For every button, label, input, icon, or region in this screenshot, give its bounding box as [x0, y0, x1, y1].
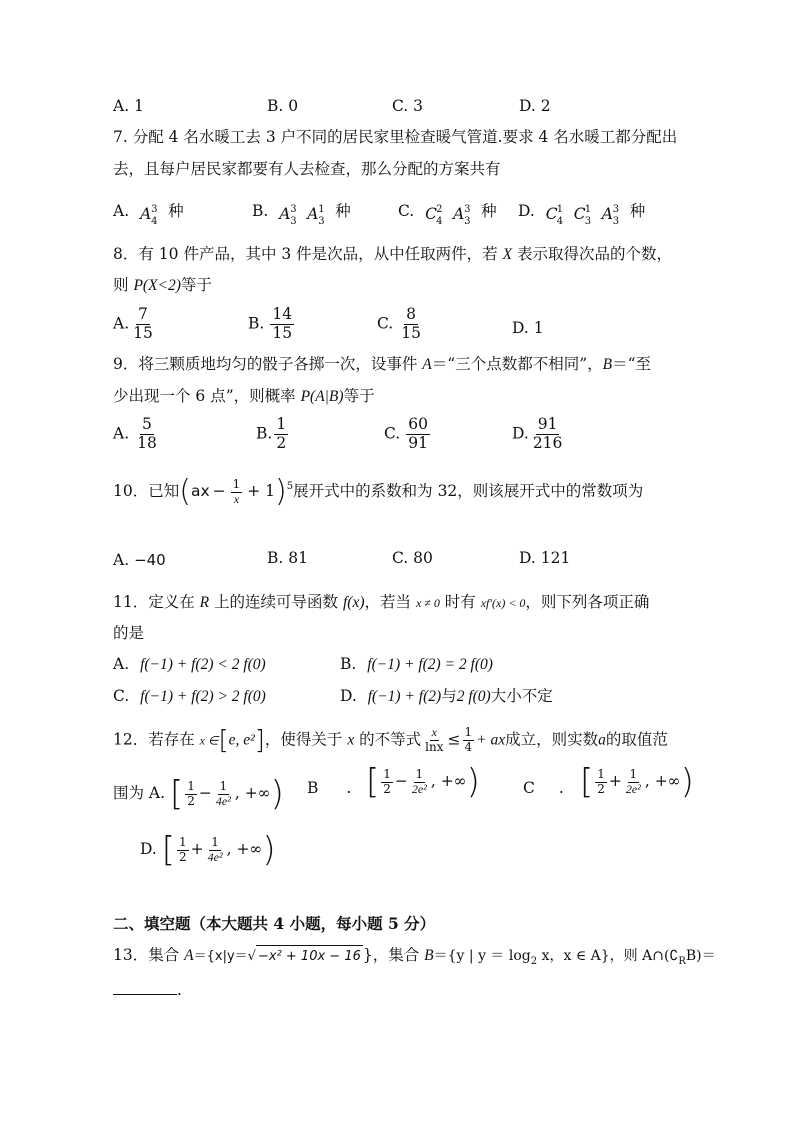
- option-unit: 种: [168, 202, 184, 220]
- q11-option-a: A. f(−1) + f(2) < 2 f(0): [113, 655, 266, 673]
- q10-option-a: A. −40: [113, 551, 166, 569]
- q8-text-line2: 则 P(X<2)等于: [113, 276, 212, 294]
- q10-option-d: D. 121: [519, 549, 571, 567]
- q8-option-d: D. 1: [512, 319, 544, 337]
- q12-text-line1: 12．若存在 x ∈[e, e²]，使得关于 x 的不等式 $\frac{x}{\ln x}$ ≤ $\frac{1}{4}$ + ax成立，则实数a的取值范: [113, 725, 668, 756]
- option-label: A.: [113, 202, 130, 220]
- q11-text-line1: 11．定义在 R 上的连续可导函数 f(x)，若当 x ≠ 0 时有 xf′(x) < 0，则下列各项正确: [113, 593, 650, 611]
- option-unit: 种: [481, 202, 497, 220]
- q6-option-c: C. 3: [392, 97, 424, 115]
- q9-text-line1: 9．将三颗质地均匀的骰子各掷一次，设事件 A＝“三个点数都不相同”，B＝“至: [113, 355, 652, 373]
- q7-option-a: A. A 3 4 种: [113, 202, 184, 227]
- q10-option-c: C. 80: [392, 549, 433, 567]
- q7-option-c: C. C 2 4 A 3 3 种: [398, 202, 497, 227]
- q12-option-d: D. [ $\frac{1}{2}$ + $\frac{1}{\text{4e²}}$ , +∞): [140, 830, 276, 870]
- q13-answer-blank: .: [113, 979, 182, 1001]
- q10-text: 10．已知(ax − $\frac{1}{x}$ + 1)$^5$展开式中的系数和为 32，则该展开式中的常数项为: [113, 474, 644, 509]
- section-title: 二、填空题（本大题共 4 小题，每小题 5 分）: [113, 914, 436, 933]
- q13-text-line1: 13．集合 A＝{x|y＝√ −x² + 10x − 16 }，集合 B＝{y | $y = \log_2 x$，x ∈ A}，则 $A\cap(∁_RB)=$: [113, 946, 716, 967]
- q8-option-b: B. $\frac{14}{15}$: [248, 305, 293, 342]
- q9-option-a: A. $\frac{5}{18}$: [113, 415, 157, 452]
- q10-option-b: B. 81: [267, 549, 308, 567]
- q11-option-d: D. f(−1) + f(2)与2 f(0)大小不定: [340, 687, 553, 705]
- q11-option-c: C. f(−1) + f(2) > 2 f(0): [113, 687, 266, 705]
- q12-option-b: [ $\frac{1}{2}$ − $\frac{1}{\text{2e²}}$ , +∞): [366, 762, 480, 802]
- q12-option-a: 围为 A. [ $\frac{1}{2}$ − $\frac{1}{\text{4e²}}$ , +∞): [113, 774, 284, 814]
- q9-text-line2: 少出现一个 6 点”，则概率 P(A|B)等于: [113, 387, 375, 405]
- q11-text-line2: 的是: [113, 624, 145, 642]
- option-unit: 种: [335, 202, 351, 220]
- q12-option-c-label: C .: [523, 779, 564, 797]
- q9-option-b: B. $\frac{1}{2}$: [256, 415, 287, 452]
- q11-option-b: B. f(−1) + f(2) = 2 f(0): [340, 655, 493, 673]
- q7-text-line1: 7. 分配 4 名水暖工去 3 户不同的居民家里检查暖气管道.要求 4 名水暖工都分配出: [113, 128, 678, 146]
- q12-option-b-label: B .: [307, 779, 352, 797]
- q9-option-c: C. $\frac{60}{91}$: [384, 415, 428, 452]
- q7-text-line2: 去，且每户居民家都要有人去检查，那么分配的方案共有: [113, 160, 501, 178]
- option-label: D.: [518, 202, 535, 220]
- q6-option-b: B. 0: [267, 97, 299, 115]
- option-unit: 种: [629, 202, 646, 220]
- q8-option-a: A. $\frac{7}{15}$: [113, 305, 153, 342]
- q7-option-b: B. A 3 3 A 1 3 种: [252, 202, 351, 227]
- q8-option-c: C. $\frac{8}{15}$: [377, 305, 421, 342]
- q12-option-c: [ $\frac{1}{2}$ + $\frac{1}{\text{2e²}}$ , +∞): [580, 762, 694, 802]
- q7-option-d: D. C 1 4 C 1 3 A 3 3 种: [518, 202, 646, 227]
- option-label: C.: [398, 202, 415, 220]
- q9-option-d: D. $\frac{91}{216}$: [512, 415, 563, 452]
- q6-option-a: A. 1: [113, 97, 144, 115]
- q6-option-d: D. 2: [519, 97, 551, 115]
- q8-text-line1: 8．有 10 件产品，其中 3 件是次品，从中任取两件，若 X 表示取得次品的个数，: [113, 245, 672, 263]
- option-label: B.: [252, 202, 269, 220]
